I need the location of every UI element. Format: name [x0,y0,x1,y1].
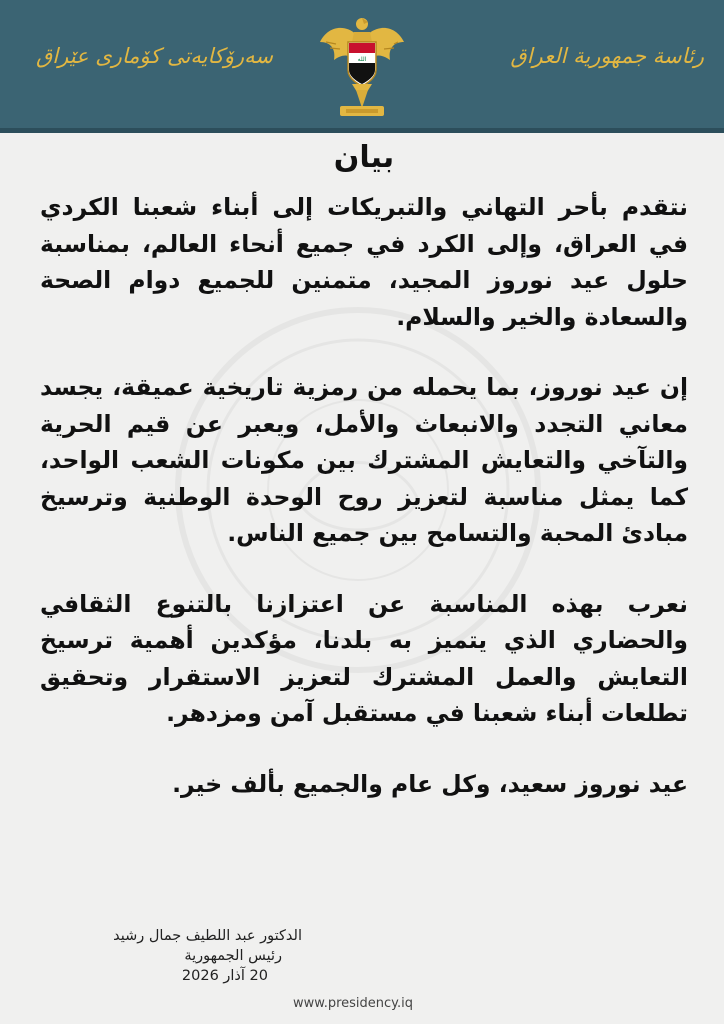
statement-paragraph-1: نتقدم بأحر التهاني والتبريكات إلى أبناء شعبنا الكردي في العراق، وإلى الكرد في جميع أنحاء العالم، بمناسبة حلول عيد نوروز المجيد، متمنين للجميع دوام الصحة والسعادة والخير والسلام. [40,193,688,331]
header-title-arabic: رئاسة جمهورية العراق [510,44,704,68]
signatory-name: الدكتور عبد اللطيف جمال رشيد [113,928,302,944]
statement-paragraph-3: نعرب بهذه المناسبة عن اعتزازنا بالتنوع الثقافي والحضاري الذي يتميز به بلدنا، مؤكدين أهمية ترسيخ التعايش والعمل المشترك لتعزيز الاستقرار وتحقيق تطلعات أبناء شعبنا في مستقبل آمن ومزدهر. [40,589,688,727]
statement-body [40,140,688,802]
signatory-position: رئيس الجمهورية [184,948,282,964]
statement-title: بيان [333,140,395,175]
statement-paragraph-2: إن عيد نوروز، بما يحمله من رمزية تاريخية عميقة، يجسد معاني التجدد والانبعاث والأمل، ويعبر عن قيم الحرية والتآخي والتعايش المشترك بين مكونات الشعب الواحد، كما يمثل مناسبة لتعزيز روح الوحدة الوطنية وترسيخ مبادئ المحبة والتسامح بين جميع الناس. [40,373,688,547]
header-banner [0,0,724,128]
footer-website-url: www.presidency.iq [293,996,414,1011]
statement-closing: عيد نوروز سعيد، وكل عام والجميع بألف خير. [172,769,688,798]
header-divider [0,128,724,133]
header-title-kurdish: سەرۆکایەتی کۆماری عێراق [36,44,273,68]
signature-block [62,926,302,986]
iraq-eagle-emblem-icon [316,12,408,122]
statement-date: 20 آذار 2026 [181,968,268,984]
svg-text:الله: الله [357,56,367,63]
